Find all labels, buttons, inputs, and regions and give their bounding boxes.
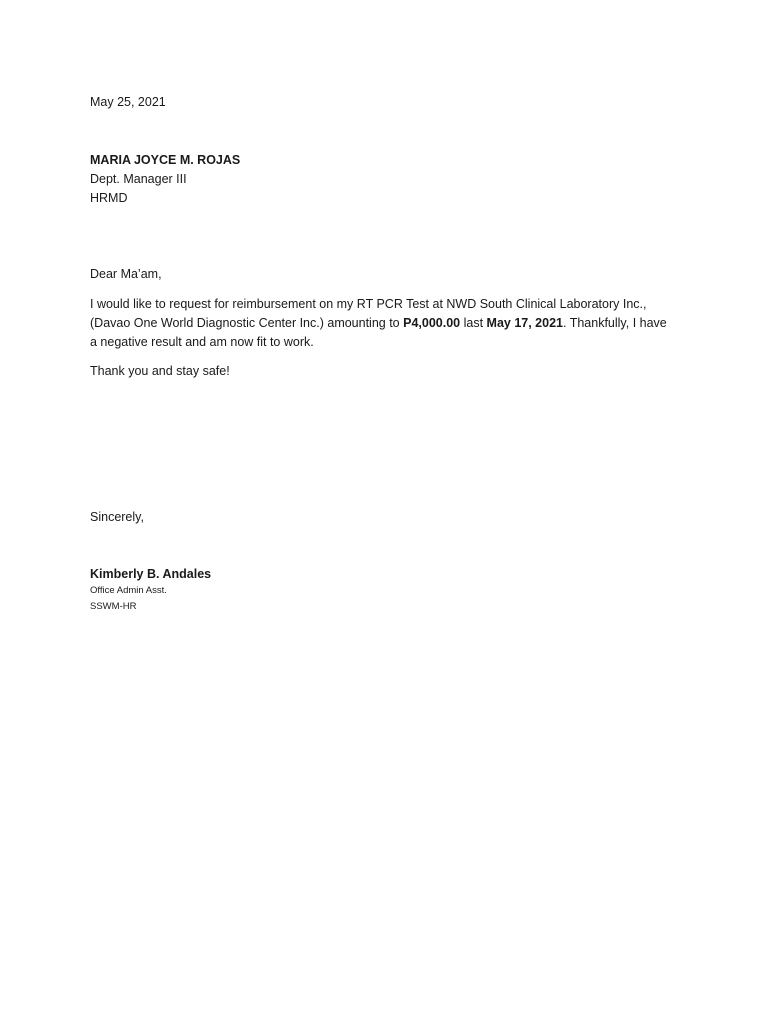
recipient-name: MARIA JOYCE M. ROJAS xyxy=(90,153,241,167)
reimbursement-amount: P4,000.00 xyxy=(403,316,461,330)
salutation: Dear Ma’am, xyxy=(90,267,162,281)
signer-title: Office Admin Asst. xyxy=(90,585,167,596)
signer-name: Kimberly B. Andales xyxy=(90,567,212,581)
body-text: . Thankfully, I have xyxy=(562,316,667,330)
sign-off: Sincerely, xyxy=(90,510,144,524)
body-line-2 xyxy=(90,315,667,331)
body-line-3: a negative result and am now fit to work. xyxy=(90,335,314,349)
test-date: May 17, 2021 xyxy=(486,316,563,330)
signer-department: SSWM-HR xyxy=(90,601,137,612)
recipient-title: Dept. Manager III xyxy=(90,172,187,186)
body-text: (Davao One World Diagnostic Center Inc.) amounting to xyxy=(90,316,404,330)
closing-thanks: Thank you and stay safe! xyxy=(90,364,230,378)
recipient-department: HRMD xyxy=(90,191,128,205)
body-line-1: I would like to request for reimbursement on my RT PCR Test at NWD South Clinical Laboratory Inc., xyxy=(90,297,647,311)
body-text: last xyxy=(460,316,487,330)
letter-date: May 25, 2021 xyxy=(90,95,166,109)
